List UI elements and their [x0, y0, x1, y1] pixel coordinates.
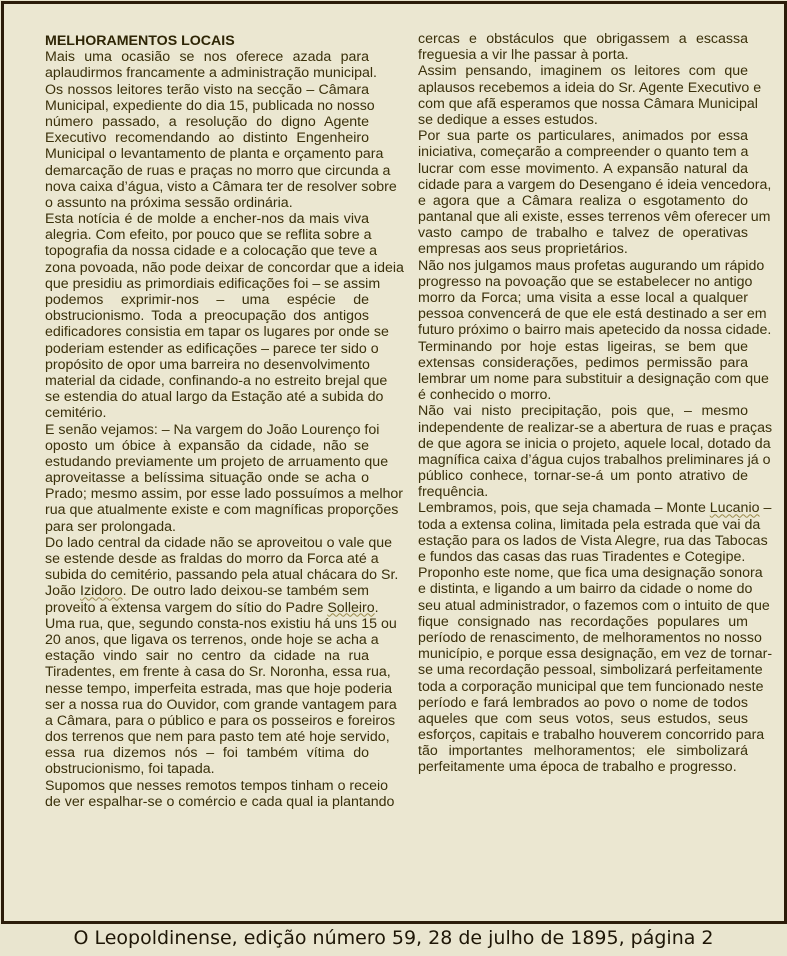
- article-title: MELHORAMENTOS LOCAIS: [45, 33, 235, 49]
- text-line: e agora que a Câmara realiza o esgotamento do: [418, 192, 748, 209]
- text-line: ser a nossa rua do Ouvidor, com grande vantagem para: [45, 696, 397, 713]
- text-line: dos terrenos que nem para pasto tem até hoje servido,: [45, 729, 390, 746]
- text-line: município, e porque essa designação, em vez de tornar-: [418, 646, 773, 663]
- text-line: cercas e obstáculos que obrigassem a escassa: [418, 31, 748, 47]
- text-line: estação vindo sair no centro da cidade na rua: [45, 648, 369, 665]
- text-line: pantanal que ali existe, esses terrenos vêm oferecer um: [418, 209, 771, 226]
- text-line: edificadores consistia em tapar os lugares por onde se: [45, 324, 389, 341]
- text-line: proveito a extensa vargem do sítio do Padre Solleiro.: [45, 599, 379, 616]
- text-line: rua que atualmente existe e com magníficas proporções: [45, 502, 399, 519]
- text-line: demarcação de ruas e praças no morro que circunda a: [45, 162, 391, 179]
- text-line: toda a corporação municipal que tem funcionado neste: [418, 678, 764, 695]
- text-line: Supomos que nesses remotos tempos tinham o receio: [45, 777, 389, 794]
- text-line: é conhecido o morro.: [418, 387, 552, 404]
- text-line: João Izidoro. De outro lado deixou-se também sem: [45, 583, 369, 600]
- text-line: lucrar com esse movimento. A expansão natural da: [418, 160, 748, 177]
- text-line: Esta notícia é de molde a encher-nos da mais viva: [45, 211, 369, 228]
- text-line: Não nos julgamos maus profetas augurando um rápido: [418, 257, 765, 274]
- text-line: morro da Forca; uma visita a esse local a qualquer: [418, 290, 748, 306]
- text-line: Municipal, expediente do dia 15, publicada no nosso: [45, 97, 375, 114]
- text-line: que presidiu as primordiais edificações foi – se assim: [45, 275, 381, 292]
- text-line: obstrucionismo, foi tapada.: [45, 761, 215, 778]
- source-caption: O Leopoldinense, edição número 59, 28 de julho de 1895, página 2: [73, 927, 714, 949]
- text-line: com que afã esperamos que nossa Câmara Municipal: [418, 95, 758, 112]
- proper-name: Lucanio: [709, 500, 760, 517]
- text-line: se dedique a esses estudos.: [418, 111, 598, 128]
- text-line: Uma rua, que, segundo consta-nos existiu há uns 15 ou: [45, 615, 397, 632]
- text-line: Os nossos leitores terão visto na secção – Câmara: [45, 81, 369, 98]
- text-line: Assim pensando, imaginem os leitores com que: [418, 63, 748, 80]
- text-line: de ver espalhar-se o comércio e cada qual ia plantando: [45, 793, 395, 810]
- text-line: cemitério.: [45, 405, 107, 422]
- text-line: Lembramos, pois, que seja chamada – Monte Lucanio –: [418, 500, 772, 517]
- article-frame: [1, 1, 787, 924]
- text-line: e fundos das casas das ruas Tiradentes e Cotegipe.: [418, 549, 746, 565]
- proper-name: Solleiro: [327, 599, 375, 616]
- text-line: vasto campo de trabalho e talvez de operativas: [418, 225, 748, 242]
- text-line: subida do cemitério, passando pela atual chácara do Sr.: [45, 567, 399, 584]
- text-line: aqueles que com seus votos, seus estudos, seus: [418, 710, 748, 727]
- text-line: o assunto na próxima sessão ordinária.: [45, 194, 293, 211]
- text-line: nesse tempo, imperfeita estrada, mas que hoje poderia: [45, 680, 393, 697]
- text-line: Do lado central da cidade não se aproveitou o vale que: [45, 534, 393, 551]
- proper-name: Izidoro: [80, 583, 123, 600]
- text-line: toda a extensa colina, limitada pela estrada que vai da: [418, 516, 761, 533]
- text-line: obstrucionismo. Toda a preocupação dos antigos: [45, 308, 369, 325]
- text-line: Executivo recomendando ao distinto Engenheiro: [45, 130, 369, 147]
- text-line: oposto um óbice à expansão da cidade, não se: [45, 437, 369, 454]
- text-line: perfeitamente uma época de trabalho e progresso.: [418, 759, 737, 776]
- text-line: iniciativa, começarão a compreender o quanto tem a: [418, 144, 749, 161]
- text-line: progresso na povoação que se estabelecer no antigo: [418, 273, 753, 290]
- text-line: futuro próximo o bairro mais apetecido da nossa cidade.: [418, 322, 772, 339]
- text-line: pessoa convencerá de que ele está destinado a ser em: [418, 306, 767, 323]
- text-line: aproveitasse a belíssima situação onde se acha o: [45, 470, 369, 487]
- text-line: nova caixa d’água, visto a Câmara ter de resolver sobre: [45, 178, 397, 195]
- article-left-column: [45, 33, 404, 810]
- text-line: extensas considerações, pedimos permissão para: [418, 354, 748, 371]
- text-line: frequência.: [418, 484, 489, 501]
- text-line: poderiam estender as edificações – parece ter sido o: [45, 340, 379, 357]
- text-line: a Câmara, para o público e para os posseiros e foreiros: [45, 712, 396, 729]
- text-line: essa rua dizemos nós – foi também vítima do: [45, 745, 369, 762]
- text-line: Proponho este nome, que fica uma designação sonora: [418, 565, 763, 582]
- text-line: Prado; mesmo assim, por esse lado possuímos a melhor: [45, 486, 403, 503]
- text-line: magnífica caixa d’água cujos trabalhos preliminares já o: [418, 451, 771, 468]
- text-line: Municipal o levantamento de planta e orçamento para: [45, 146, 384, 163]
- article-right-column: [418, 31, 773, 776]
- text-line: esforços, capitais e trabalho houverem concorrido para: [418, 727, 765, 744]
- text-line: E senão vejamos: – Na vargem do João Lourenço foi: [45, 421, 380, 438]
- text-line: período de renascimento, de melhoramentos no nosso: [418, 629, 762, 646]
- text-line: aplaudirmos francamente a administração municipal.: [45, 65, 377, 82]
- text-line: zona povoada, não pode deixar de concordar que a ideia: [45, 259, 404, 276]
- text-line: para ser prolongada.: [45, 518, 176, 535]
- text-line: se estende desde as fraldas do morro da Forca até a: [45, 551, 379, 567]
- text-line: independente de realizar-se a abertura de ruas e praças: [418, 419, 773, 436]
- text-line: Tiradentes, em frente à casa do Sr. Noronha, essa rua,: [45, 664, 391, 681]
- text-line: podemos exprimir-nos – uma espécie de: [45, 292, 369, 308]
- text-line: seu atual administrador, o fazemos com o intuito de que: [418, 597, 770, 614]
- text-line: Por sua parte os particulares, animados por essa: [418, 128, 748, 145]
- text-line: topografia da nossa cidade e a colocação que teve a: [45, 243, 378, 260]
- text-line: de que agora se inicia o projeto, aquele local, dotado da: [418, 435, 771, 452]
- text-line: 20 anos, que ligava os terrenos, onde hoje se acha a: [45, 631, 379, 648]
- text-line: período e fará lembrados ao povo o nome de todos: [418, 694, 748, 711]
- text-line: se estendia do atual largo da Estação até a subida do: [45, 389, 384, 406]
- text-line: material da cidade, confinando-a no estreito brejal que: [45, 372, 388, 389]
- text-line: e distinta, e ligando a um bairro da cidade o nome do: [418, 581, 753, 598]
- text-line: número passado, a resolução do digno Agente: [45, 113, 369, 130]
- text-line: aplausos recebemos a ideia do Sr. Agente Executivo e: [418, 79, 762, 96]
- text-line: lembrar um nome para substituir a designação com que: [418, 370, 769, 387]
- text-line: cidade para a vargem do Desengano é ideia vencedora,: [418, 176, 772, 193]
- text-line: público conhece, tornar-se-á um ponto atrativo de: [418, 468, 748, 485]
- text-line: tão importantes melhoramentos; ele simbolizará: [418, 743, 748, 760]
- text-line: fique consignado nas recordações populares um: [418, 613, 748, 630]
- text-line: empresas aos seus proprietários.: [418, 241, 628, 258]
- text-line: Não vai nisto precipitação, pois que, – mesmo: [418, 403, 748, 420]
- text-line: freguesia a vir lhe passar à porta.: [418, 47, 629, 64]
- text-line: Mais uma ocasião se nos oferece azada para: [45, 49, 369, 66]
- text-line: se uma recordação pessoal, simbolizará perfeitamente: [418, 662, 763, 679]
- text-line: estação para os lados de Vista Alegre, rua das Tabocas: [418, 532, 768, 549]
- text-line: estudando previamente um projeto de arruamento que: [45, 453, 389, 470]
- text-line: propósito de opor uma barreira no desenvolvimento: [45, 356, 370, 373]
- text-line: Terminando por hoje estas ligeiras, se bem que: [418, 338, 748, 355]
- text-line: alegria. Com efeito, por pouco que se reflita sobre a: [45, 227, 372, 244]
